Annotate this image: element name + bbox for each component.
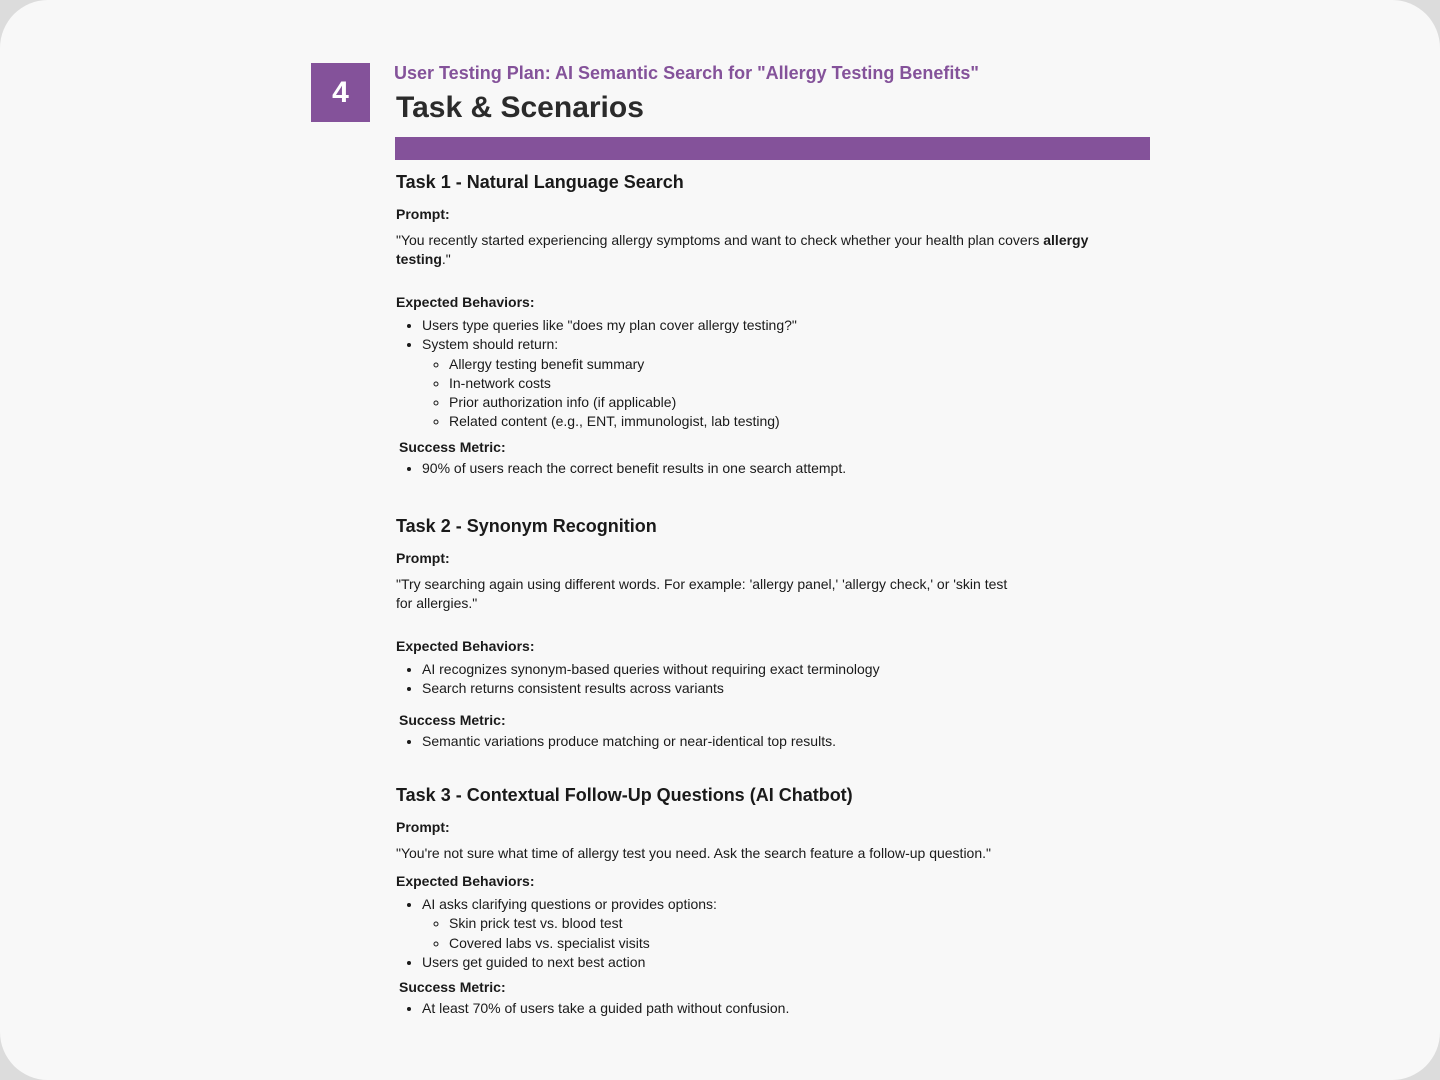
list-item: • System should return: ◦ Allergy testing benefit summary ◦ In-network costs ◦ Prior authorization info (if applicable) ◦ Related content (e.g., ENT, immunologist, lab testing) [422, 335, 1126, 431]
list-item: • At least 70% of users take a guided path without confusion. [422, 999, 1126, 1018]
list-item: • Search returns consistent results across variants [422, 679, 1126, 698]
task-title: Task 2 - Synonym Recognition [396, 516, 657, 536]
behaviors-list [396, 316, 1126, 432]
prompt-text: "You recently started experiencing allergy symptoms and want to check whether your health plan covers allergy testing." [396, 232, 1089, 267]
sub-behaviors-list [422, 355, 1126, 432]
list-item: ◦ Allergy testing benefit summary [449, 355, 1126, 374]
section-supertitle: User Testing Plan: AI Semantic Search for "Allergy Testing Benefits" [394, 63, 979, 83]
success-metric-label: Success Metric: [399, 979, 506, 996]
metric-list [396, 732, 1126, 751]
list-item: • 90% of users reach the correct benefit results in one search attempt. [422, 459, 1126, 478]
prompt-text-line-1: "Try searching again using different words. For example: 'allergy panel,' 'allergy check,' or 'skin test [396, 576, 1008, 592]
prompt-text-line-2: for allergies." [396, 595, 478, 611]
behaviors-list [396, 895, 1126, 972]
list-item: • Users type queries like "does my plan cover allergy testing?" [422, 316, 1126, 335]
list-item: ◦ Prior authorization info (if applicable) [449, 393, 1126, 412]
prompt-text: "You're not sure what time of allergy test you need. Ask the search feature a follow-up question." [396, 845, 991, 861]
sub-behaviors-list [422, 914, 1126, 953]
list-item: • Users get guided to next best action [422, 953, 1126, 972]
list-item: • Semantic variations produce matching or near-identical top results. [422, 732, 1126, 751]
prompt-bold-text: allergy testing [396, 232, 1089, 267]
section-number-badge: 4 [311, 63, 370, 122]
task-3 [396, 784, 1126, 1018]
list-item: ◦ Related content (e.g., ENT, immunologist, lab testing) [449, 412, 1126, 431]
prompt-label: Prompt: [396, 550, 450, 566]
list-item: • AI asks clarifying questions or provides options: ◦ Skin prick test vs. blood test ◦ Covered labs vs. specialist visits [422, 895, 1126, 953]
metric-list [396, 459, 1126, 478]
prompt-label: Prompt: [396, 206, 450, 222]
list-item: • AI recognizes synonym-based queries without requiring exact terminology [422, 660, 1126, 679]
prompt-label: Prompt: [396, 819, 450, 835]
list-item: ◦ Covered labs vs. specialist visits [449, 934, 1126, 953]
expected-behaviors-label: Expected Behaviors: [396, 873, 535, 889]
task-title: Task 1 - Natural Language Search [396, 172, 684, 192]
success-metric-label: Success Metric: [399, 438, 506, 455]
page-title: Task & Scenarios [396, 91, 644, 124]
list-item: ◦ Skin prick test vs. blood test [449, 914, 1126, 933]
title-accent-bar [395, 137, 1150, 160]
metric-list [396, 999, 1126, 1018]
task-2 [396, 515, 1126, 751]
expected-behaviors-label: Expected Behaviors: [396, 294, 535, 310]
expected-behaviors-label: Expected Behaviors: [396, 638, 535, 654]
list-item: ◦ In-network costs [449, 374, 1126, 393]
behaviors-list [396, 660, 1126, 699]
success-metric-label: Success Metric: [399, 711, 506, 728]
task-1 [396, 171, 1126, 478]
task-title: Task 3 - Contextual Follow-Up Questions (AI Chatbot) [396, 785, 853, 805]
